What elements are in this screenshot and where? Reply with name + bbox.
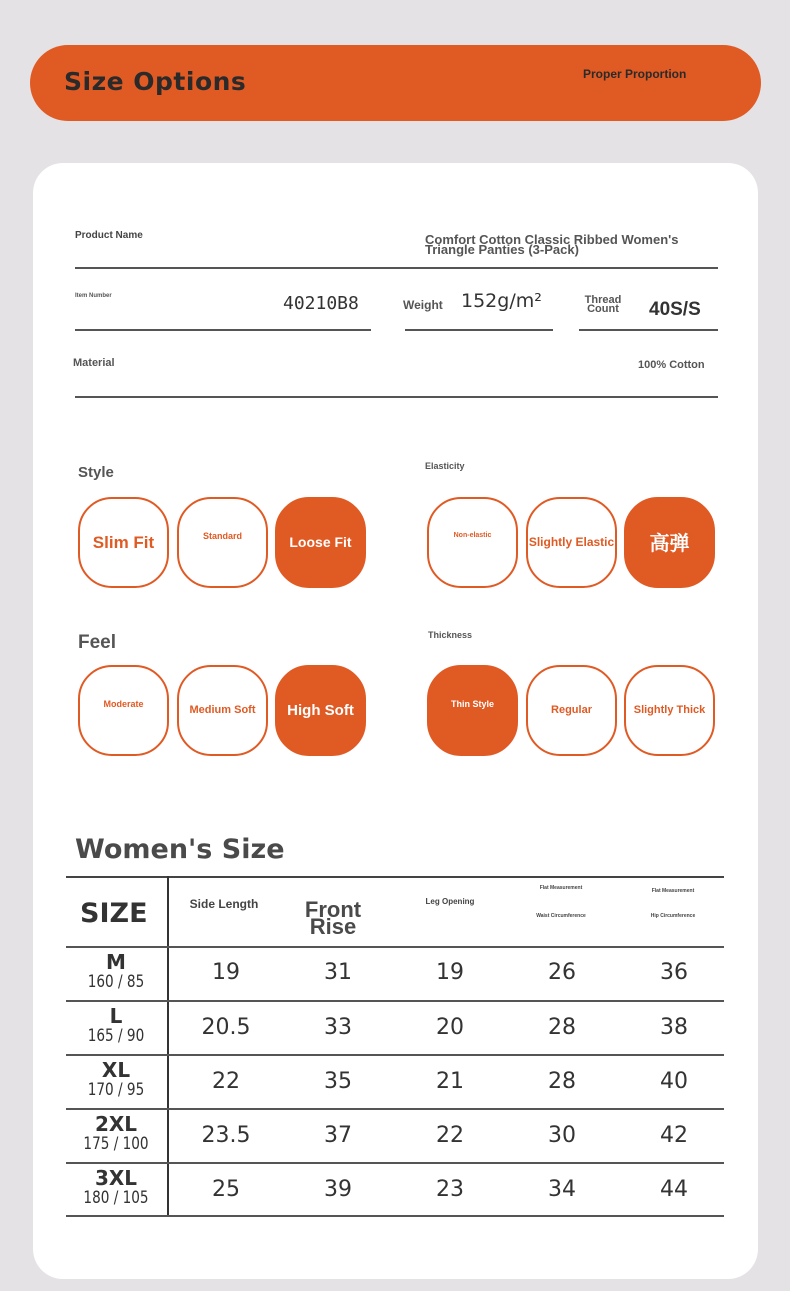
row-separator	[66, 1108, 724, 1110]
table-cell: 37	[324, 1123, 352, 1148]
col-header-hip-circumference: Hip Circumference	[650, 913, 696, 919]
divider	[75, 329, 371, 331]
size-code: M	[106, 950, 126, 974]
row-separator	[66, 946, 724, 948]
table-cell: 34	[548, 1177, 576, 1202]
table-cell: 22	[436, 1123, 464, 1148]
divider	[75, 267, 718, 269]
thickness-option-slightly-thick[interactable]: Slightly Thick	[624, 665, 715, 756]
table-cell: 28	[548, 1015, 576, 1040]
banner-subtitle: Proper Proportion	[583, 67, 687, 81]
size-spec: 180 / 105	[83, 1188, 149, 1208]
table-cell: 26	[548, 960, 576, 985]
table-cell: 33	[324, 1015, 352, 1040]
size-column-separator	[167, 876, 169, 1217]
thickness-label: Thickness	[428, 630, 473, 640]
style-option-standard[interactable]: Standard	[177, 497, 268, 588]
elasticity-label: Elasticity	[425, 461, 465, 471]
thickness-option-regular[interactable]: Regular	[526, 665, 617, 756]
table-cell: 42	[660, 1123, 688, 1148]
table-cell: 30	[548, 1123, 576, 1148]
style-label: Style	[78, 464, 114, 481]
col-header-side-length: Side Length	[189, 897, 259, 911]
thread-count-value: 40S/S	[649, 299, 701, 320]
size-spec: 160 / 85	[87, 972, 145, 992]
table-cell: 21	[436, 1069, 464, 1094]
row-separator	[66, 1162, 724, 1164]
size-options-banner	[30, 45, 761, 121]
table-cell: 23	[436, 1177, 464, 1202]
table-cell: 40	[660, 1069, 688, 1094]
table-row-size	[66, 1060, 166, 1100]
weight-label: Weight	[403, 298, 443, 312]
table-cell: 44	[660, 1177, 688, 1202]
table-cell: 22	[212, 1069, 240, 1094]
size-spec: 170 / 95	[87, 1080, 145, 1100]
size-spec: 175 / 100	[83, 1134, 149, 1154]
divider	[579, 329, 718, 331]
spec-card	[33, 163, 758, 1279]
material-value: 100% Cotton	[638, 359, 705, 371]
table-cell: 39	[324, 1177, 352, 1202]
style-option-loose-fit[interactable]: Loose Fit	[275, 497, 366, 588]
row-separator	[66, 1000, 724, 1002]
size-code: 2XL	[94, 1112, 138, 1136]
feel-option-high-soft[interactable]: High Soft	[275, 665, 366, 756]
thread-count-label: Thread Count	[584, 294, 622, 315]
table-row-size	[66, 952, 166, 992]
table-cell: 20.5	[201, 1015, 251, 1040]
elasticity-option-slightly-elastic[interactable]: Slightly Elastic	[526, 497, 617, 588]
product-name-label: Product Name	[75, 230, 143, 241]
table-cell: 35	[324, 1069, 352, 1094]
divider	[75, 396, 718, 398]
size-spec: 165 / 90	[87, 1026, 145, 1046]
elasticity-option-non-elastic[interactable]: Non-elastic	[427, 497, 518, 588]
table-cell: 19	[212, 960, 240, 985]
col-header-front-rise: Front Rise	[304, 897, 362, 939]
table-cell: 36	[660, 960, 688, 985]
feel-option-moderate[interactable]: Moderate	[78, 665, 169, 756]
table-cell: 25	[212, 1177, 240, 1202]
item-number-value: 40210B8	[283, 293, 359, 314]
feel-option-medium-soft[interactable]: Medium Soft	[177, 665, 268, 756]
table-bottom-border	[66, 1215, 724, 1217]
row-separator	[66, 1054, 724, 1056]
table-cell: 19	[436, 960, 464, 985]
table-cell: 38	[660, 1015, 688, 1040]
womens-size-title: Women's Size	[75, 834, 285, 865]
table-cell: 23.5	[201, 1123, 251, 1148]
item-number-label: Item Number	[75, 293, 112, 299]
weight-value: 152g/m²	[461, 290, 542, 312]
table-cell: 28	[548, 1069, 576, 1094]
col-header-waist-flat: Flat Measurement	[539, 885, 583, 891]
banner-title: Size Options	[64, 67, 247, 96]
thickness-option-thin-style[interactable]: Thin Style	[427, 665, 518, 756]
col-header-waist-circumference: Waist Circumference	[536, 913, 586, 919]
table-top-border	[66, 876, 724, 878]
col-header-leg-opening: Leg Opening	[425, 897, 475, 906]
table-row-size	[66, 1114, 166, 1154]
table-cell: 31	[324, 960, 352, 985]
elasticity-option-high[interactable]: 高弹	[624, 497, 715, 588]
table-row-size	[66, 1168, 166, 1208]
feel-label: Feel	[78, 632, 117, 653]
table-cell: 20	[436, 1015, 464, 1040]
size-code: XL	[101, 1058, 131, 1082]
style-option-slim-fit[interactable]: Slim Fit	[78, 497, 169, 588]
table-row-size	[66, 1006, 166, 1046]
material-label: Material	[73, 357, 115, 369]
size-column-header: SIZE	[80, 898, 148, 929]
col-header-hip-flat: Flat Measurement	[651, 888, 695, 894]
divider	[405, 329, 553, 331]
size-code: 3XL	[94, 1166, 138, 1190]
product-name-value: Comfort Cotton Classic Ribbed Women's Triangle Panties (3-Pack)	[425, 232, 679, 257]
size-code: L	[109, 1004, 123, 1028]
